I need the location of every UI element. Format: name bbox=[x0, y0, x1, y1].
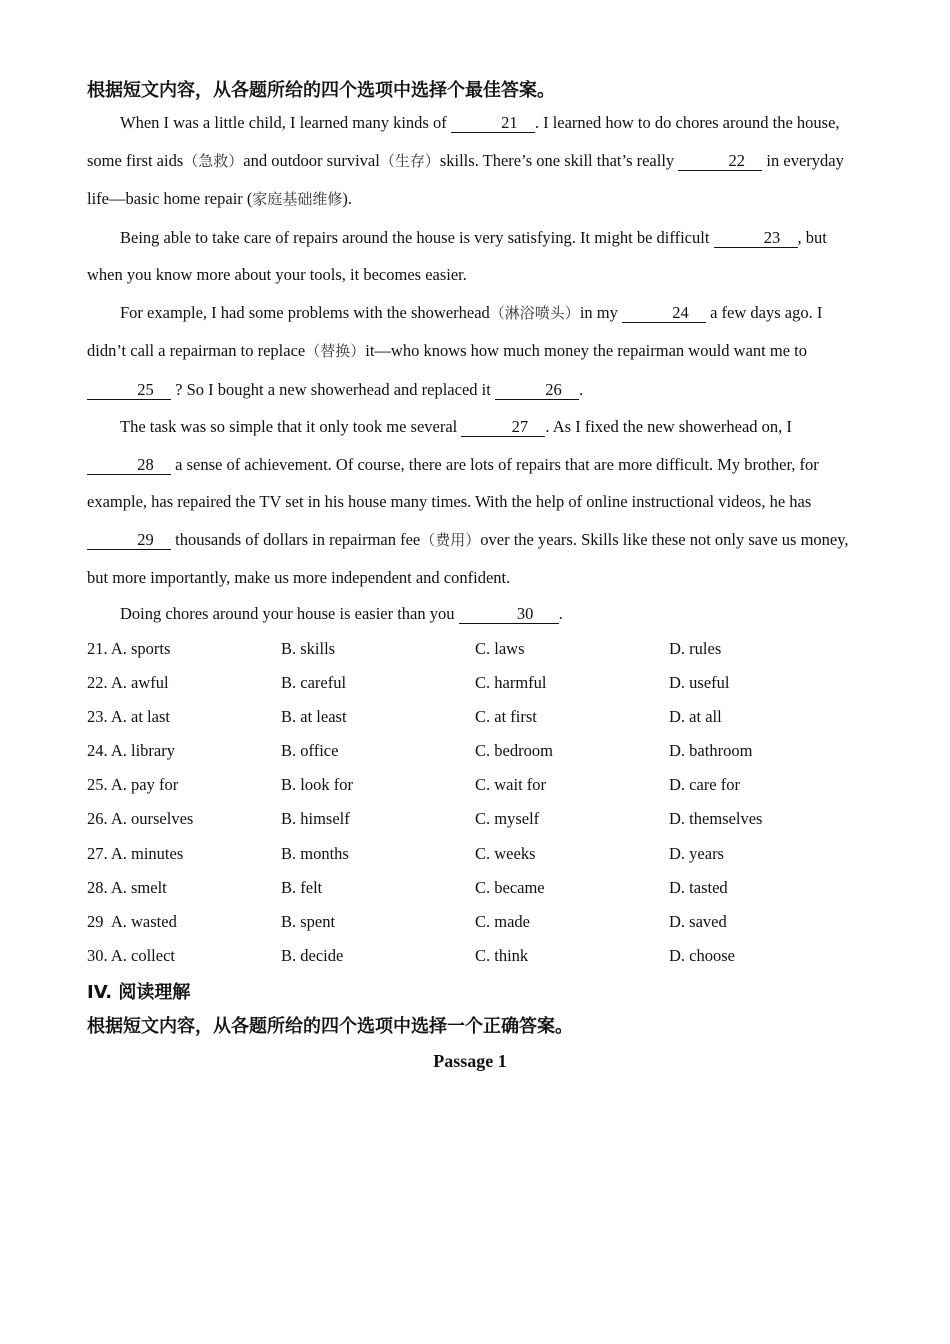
option-b: B. skills bbox=[281, 638, 336, 658]
text: . bbox=[578, 379, 584, 399]
option-d: D. at all bbox=[669, 706, 722, 726]
text: Being able to take care of repairs around the house is very satisfying. It might be difficult bbox=[120, 227, 714, 247]
option-row-30 bbox=[87, 939, 853, 973]
paragraph-3 bbox=[87, 294, 853, 409]
reading-section bbox=[87, 976, 853, 1078]
reading-instruction: 根据短文内容，从各题所给的四个选项中选择一个正确答案。 bbox=[87, 1016, 573, 1038]
text: Doing chores around your house is easier than you bbox=[120, 603, 459, 623]
text: skills. There’s one skill that’s really bbox=[439, 150, 679, 170]
option-row-25 bbox=[87, 768, 853, 802]
text: a few days ago. I didn’t call a repairman to replace bbox=[87, 302, 823, 360]
paragraph-1 bbox=[87, 104, 853, 219]
option-b: B. spent bbox=[281, 912, 336, 931]
blank-22: 22 bbox=[678, 152, 762, 171]
option-b: B. months bbox=[281, 843, 349, 863]
option-row-23 bbox=[87, 700, 853, 734]
passage-title: Passage 1 bbox=[433, 1051, 507, 1072]
chinese-gloss: （生存） bbox=[379, 151, 440, 170]
option-c: C. think bbox=[475, 946, 529, 966]
chinese-gloss: 家庭基础维修 bbox=[252, 190, 343, 208]
option-a: 25. A. pay for bbox=[87, 775, 179, 795]
option-b: B. careful bbox=[281, 672, 347, 692]
text: a sense of achievement. Of course, there are lots of repairs that are more difficult. My brother, for example, has repaired the TV set in his house many times. With the help of online instructional videos, he has bbox=[87, 454, 819, 511]
cloze-instruction: 根据短文内容，从各题所给的四个选项中选择个最佳答案。 bbox=[87, 80, 555, 101]
blank-28: 28 bbox=[87, 456, 171, 475]
text: in my bbox=[579, 302, 622, 322]
blank-27: 27 bbox=[461, 418, 545, 437]
option-a: 28. A. smelt bbox=[87, 877, 167, 897]
option-d: D. useful bbox=[669, 672, 730, 692]
option-a: 27. A. minutes bbox=[87, 843, 184, 863]
blank-25: 25 bbox=[87, 381, 171, 400]
option-c: C. myself bbox=[475, 809, 540, 829]
option-d: D. themselves bbox=[669, 809, 763, 829]
option-d: D. rules bbox=[669, 638, 722, 658]
blank-23: 23 bbox=[714, 229, 798, 248]
option-row-24 bbox=[87, 734, 853, 768]
option-b: B. himself bbox=[281, 809, 350, 829]
text: When I was a little child, I learned many kinds of bbox=[120, 113, 451, 132]
text: thousands of dollars in repairman fee bbox=[171, 529, 421, 549]
text: , but when you know more about your tools, it becomes easier. bbox=[87, 227, 827, 284]
blank-30: 30 bbox=[459, 605, 559, 624]
option-a: 26. A. ourselves bbox=[87, 809, 194, 829]
option-a: 29 A. wasted bbox=[87, 912, 177, 931]
paragraph-2 bbox=[87, 219, 853, 294]
chinese-gloss: （替换） bbox=[305, 342, 366, 360]
option-b: B. felt bbox=[281, 877, 323, 897]
text: over the years. Skills like these not only save us money, but more importantly, make us more independent and confident. bbox=[87, 529, 849, 587]
option-d: D. bathroom bbox=[669, 741, 753, 761]
option-d: D. care for bbox=[669, 775, 740, 795]
option-a: 23. A. at last bbox=[87, 706, 170, 726]
option-row-21 bbox=[87, 632, 853, 666]
text: The task was so simple that it only took me several bbox=[120, 417, 462, 436]
option-a: 21. A. sports bbox=[87, 638, 171, 658]
option-b: B. decide bbox=[281, 946, 344, 966]
text: and outdoor survival bbox=[243, 150, 380, 170]
option-row-22 bbox=[87, 666, 853, 700]
text: it—who knows how much money the repairman would want me to bbox=[365, 341, 807, 360]
option-b: B. office bbox=[281, 741, 339, 761]
option-c: C. wait for bbox=[475, 775, 547, 795]
answer-options bbox=[87, 632, 853, 974]
option-a: 22. A. awful bbox=[87, 672, 169, 692]
chinese-gloss: （淋浴喷头） bbox=[489, 303, 580, 322]
text: in everyday life—basic home repair ( bbox=[87, 150, 844, 208]
text: For example, I had some problems with the showerhead bbox=[120, 302, 490, 322]
chinese-gloss: （费用） bbox=[420, 530, 481, 549]
option-row-29 bbox=[87, 905, 853, 939]
option-row-27 bbox=[87, 837, 853, 871]
text: . As I fixed the new showerhead on, I bbox=[545, 417, 792, 436]
text: ? So I bought a new showerhead and replaced it bbox=[171, 379, 495, 399]
text: . I learned how to do chores around the house, some first aids bbox=[87, 113, 840, 170]
option-b: B. at least bbox=[281, 706, 347, 726]
blank-29: 29 bbox=[87, 531, 171, 550]
option-c: C. harmful bbox=[475, 672, 547, 692]
option-a: 24. A. library bbox=[87, 741, 175, 761]
option-c: C. at first bbox=[475, 706, 537, 726]
option-d: D. saved bbox=[669, 912, 727, 931]
option-row-28 bbox=[87, 871, 853, 905]
blank-24: 24 bbox=[622, 304, 706, 323]
chinese-gloss: （急救） bbox=[183, 151, 244, 170]
option-c: C. bedroom bbox=[475, 741, 553, 761]
option-d: D. tasted bbox=[669, 877, 728, 897]
option-b: B. look for bbox=[281, 775, 353, 795]
option-d: D. years bbox=[669, 843, 724, 863]
blank-26: 26 bbox=[495, 381, 579, 400]
option-row-26 bbox=[87, 802, 853, 836]
option-d: D. choose bbox=[669, 946, 735, 966]
paragraph-5 bbox=[87, 597, 853, 631]
text: ). bbox=[342, 189, 353, 208]
text: . bbox=[558, 603, 563, 623]
option-c: C. became bbox=[475, 877, 545, 897]
option-a: 30. A. collect bbox=[87, 946, 175, 966]
option-c: C. weeks bbox=[475, 843, 536, 863]
document-page bbox=[87, 74, 853, 1078]
option-c: C. made bbox=[475, 912, 530, 931]
blank-21: 21 bbox=[451, 114, 535, 133]
paragraph-4 bbox=[87, 408, 853, 597]
option-c: C. laws bbox=[475, 638, 525, 658]
section-title: IV. 阅读理解 bbox=[87, 982, 191, 1004]
